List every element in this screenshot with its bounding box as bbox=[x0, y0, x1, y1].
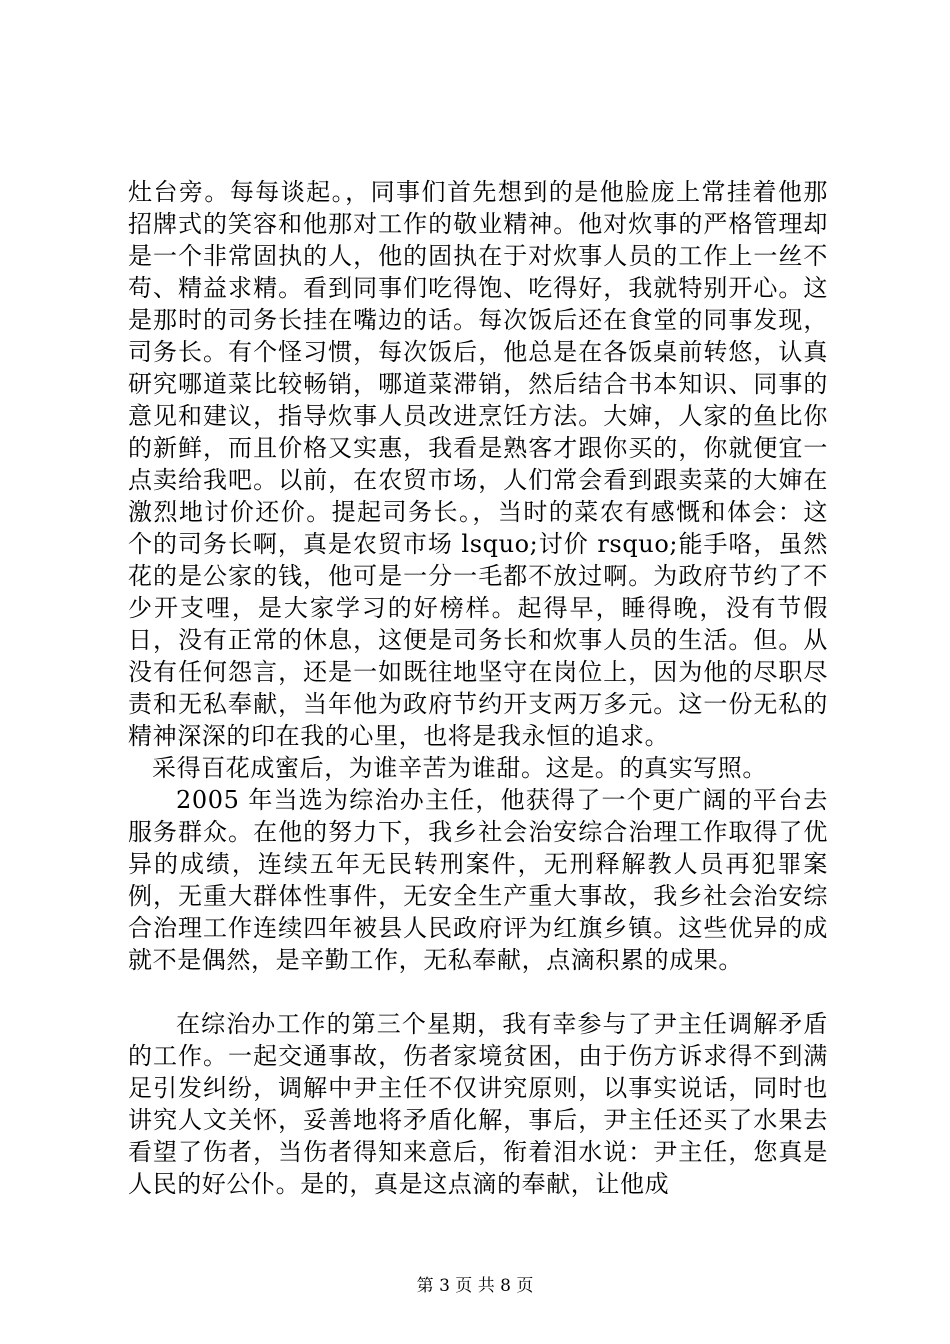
page-footer: 第 3 页 共 8 页 bbox=[416, 1276, 534, 1296]
paragraph-2: 采得百花成蜜后，为谁辛苦为谁甜。这是。的真实写照。 bbox=[152, 754, 767, 782]
paragraph-4: 在综治办工作的第三个星期，我有幸参与了尹主任调解矛盾的工作。一起交通事故，伤者家境贫困，由于伤方诉求得不到满足引发纠纷，调解中尹主任不仅讲究原则，以事实说话，同时也讲究人文关怀，妥善地将矛盾化解，事后，尹主任还买了水果去看望了伤者，当伤者得知来意后，衔着泪水说：尹主任，您真是人民的好公仆。是的，真是这点滴的奉献，让他成 bbox=[128, 1010, 828, 1198]
paragraph-3: 2005 年当选为综治办主任，他获得了一个更广阔的平台去服务群众。在他的努力下，我乡社会治安综合治理工作取得了优异的成绩，连续五年无民转刑案件，无刑释解教人员再犯罪案例，无重大群体性事件，无安全生产重大事故，我乡社会治安综合治理工作连续四年被县人民政府评为红旗乡镇。这些优异的成就不是偶然，是辛勤工作，无私奉献，点滴积累的成果。 bbox=[128, 786, 828, 974]
document-body bbox=[128, 176, 828, 1200]
paragraph-1: 灶台旁。每每谈起。，同事们首先想到的是他脸庞上常挂着他那招牌式的笑容和他那对工作的敬业精神。他对炊事的严格管理却是一个非常固执的人，他的固执在于对炊事人员的工作上一丝不苟、精益求精。看到同事们吃得饱、吃得好，我就特别开心。这是那时的司务长挂在嘴边的话。每次饭后还在食堂的同事发现，司务长。有个怪习惯，每次饭后，他总是在各饭桌前转悠，认真研究哪道菜比较畅销，哪道菜滞销，然后结合书本知识、同事的意见和建议，指导炊事人员改进烹饪方法。大婶，人家的鱼比你的新鲜，而且价格又实惠，我看是熟客才跟你买的，你就便宜一点卖给我吧。以前，在农贸市场，人们常会看到跟卖菜的大婶在激烈地讨价还价。提起司务长。，当时的菜农有感慨和体会：这个的司务长啊，真是农贸市场 lsquo;讨价 rsquo;能手咯，虽然花的是公家的钱，他可是一分一毛都不放过啊。为政府节约了不少开支哩，是大家学习的好榜样。起得早，睡得晚，没有节假日，没有正常的休息，这便是司务长和炊事人员的生活。但。从没有任何怨言，还是一如既往地坚守在岗位上，因为他的尽职尽责和无私奉献，当年他为政府节约开支两万多元。这一份无私的精神深深的印在我的心里，也将是我永恒的追求。 bbox=[128, 178, 828, 750]
